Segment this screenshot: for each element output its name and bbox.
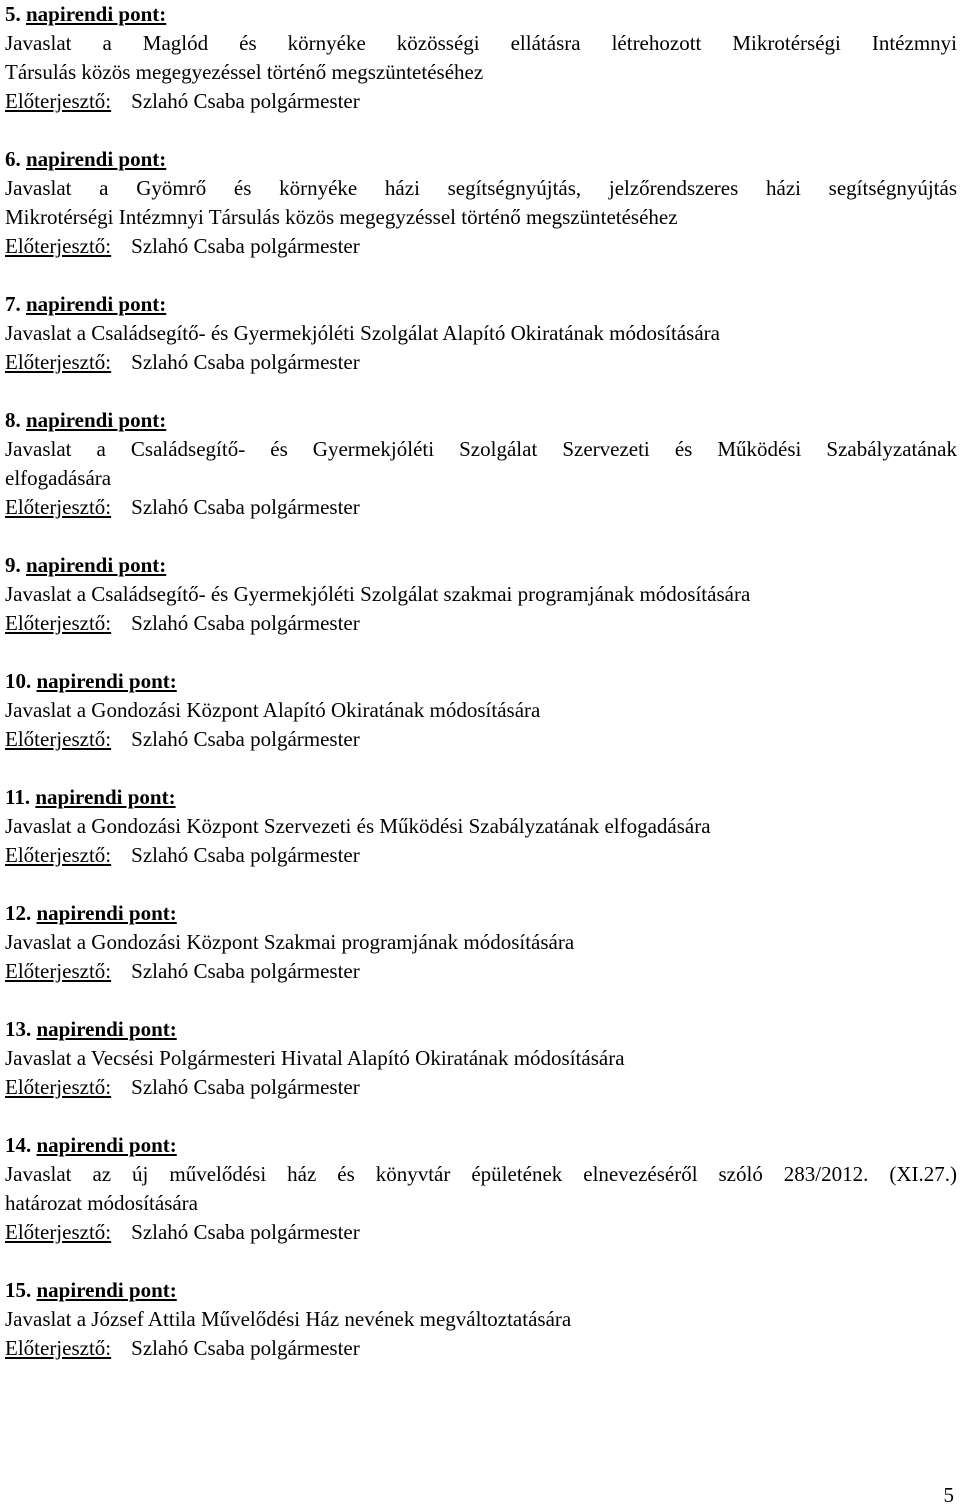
agenda-item	[5, 145, 957, 261]
agenda-item-description-line: Javaslat a Családsegítő- és Gyermekjóléti Szolgálat Alapító Okiratának módosítására	[5, 321, 720, 345]
agenda-item-heading	[5, 290, 957, 319]
agenda-item-number: 11.	[5, 785, 31, 809]
agenda-item	[5, 290, 957, 377]
presenter-label: Előterjesztő:	[5, 1075, 112, 1099]
agenda-item-heading	[5, 1131, 957, 1160]
agenda-item-label: napirendi pont:	[26, 147, 167, 171]
agenda-item-description-line: elfogadására	[5, 466, 112, 490]
agenda-item-presenter	[5, 493, 957, 522]
agenda-item-description-line: Mikrotérségi Intézmnyi Társulás közös megegyzéssel történő megszüntetéséhez	[5, 205, 678, 229]
agenda-item-presenter	[5, 841, 957, 870]
agenda-item-number: 7.	[5, 292, 21, 316]
agenda-item-presenter	[5, 725, 957, 754]
agenda-item-description-line: Javaslat a Gondozási Központ Szakmai programjának módosítására	[5, 930, 575, 954]
agenda-item-description-line: Javaslat a Gondozási Központ Alapító Okiratának módosítására	[5, 698, 541, 722]
agenda-item-number: 9.	[5, 553, 21, 577]
agenda-item-presenter	[5, 1218, 957, 1247]
agenda-item	[5, 1015, 957, 1102]
presenter-label: Előterjesztő:	[5, 234, 112, 258]
agenda-item-heading	[5, 145, 957, 174]
agenda-item-label: napirendi pont:	[36, 1278, 177, 1302]
agenda-item-number: 8.	[5, 408, 21, 432]
agenda-item-label: napirendi pont:	[26, 553, 167, 577]
presenter-label: Előterjesztő:	[5, 1336, 112, 1360]
presenter-name: Szlahó Csaba polgármester	[131, 611, 360, 635]
presenter-name: Szlahó Csaba polgármester	[131, 350, 360, 374]
agenda-items	[5, 0, 957, 1363]
presenter-label: Előterjesztő:	[5, 89, 112, 113]
agenda-item-description-line: Javaslat a Vecsési Polgármesteri Hivatal Alapító Okiratának módosítására	[5, 1046, 625, 1070]
agenda-item	[5, 1131, 957, 1247]
agenda-item-presenter	[5, 232, 957, 261]
presenter-name: Szlahó Csaba polgármester	[131, 959, 360, 983]
agenda-item-number: 6.	[5, 147, 21, 171]
agenda-item-heading	[5, 899, 957, 928]
presenter-name: Szlahó Csaba polgármester	[131, 727, 360, 751]
agenda-item	[5, 406, 957, 522]
presenter-label: Előterjesztő:	[5, 843, 112, 867]
agenda-item-label: napirendi pont:	[36, 901, 177, 925]
agenda-item	[5, 783, 957, 870]
agenda-item-description-line: Javaslat a Maglód és környéke közösségi ellátásra létrehozott Mikrotérségi Intézmnyi	[5, 31, 957, 55]
agenda-item-label: napirendi pont:	[26, 292, 167, 316]
agenda-list	[5, 0, 957, 1363]
agenda-item-heading	[5, 783, 957, 812]
agenda-item-heading	[5, 1276, 957, 1305]
presenter-name: Szlahó Csaba polgármester	[131, 1336, 360, 1360]
agenda-item-heading	[5, 406, 957, 435]
agenda-item-number: 10.	[5, 669, 32, 693]
agenda-item-label: napirendi pont:	[35, 785, 176, 809]
agenda-item	[5, 899, 957, 986]
agenda-item-description-line: Javaslat a Családsegítő- és Gyermekjóléti Szolgálat Szervezeti és Működési Szabályzatának	[5, 437, 957, 461]
agenda-item-number: 12.	[5, 901, 32, 925]
presenter-name: Szlahó Csaba polgármester	[131, 234, 360, 258]
agenda-item-presenter	[5, 87, 957, 116]
agenda-item-presenter	[5, 1073, 957, 1102]
presenter-label: Előterjesztő:	[5, 350, 112, 374]
agenda-item-label: napirendi pont:	[36, 1017, 177, 1041]
agenda-item-description-line: Javaslat a Családsegítő- és Gyermekjóléti Szolgálat szakmai programjának módosítására	[5, 582, 751, 606]
agenda-item-presenter	[5, 957, 957, 986]
presenter-label: Előterjesztő:	[5, 611, 112, 635]
agenda-item-presenter	[5, 348, 957, 377]
agenda-item-description-line: határozat módosítására	[5, 1191, 198, 1215]
agenda-item	[5, 667, 957, 754]
presenter-name: Szlahó Csaba polgármester	[131, 89, 360, 113]
agenda-item-presenter	[5, 609, 957, 638]
agenda-item-description-line: Javaslat a Gondozási Központ Szervezeti és Működési Szabályzatának elfogadására	[5, 814, 711, 838]
agenda-item-description-line: Társulás közös megegyezéssel történő megszüntetéséhez	[5, 60, 484, 84]
presenter-label: Előterjesztő:	[5, 1220, 112, 1244]
agenda-item-heading	[5, 551, 957, 580]
agenda-item-description-line: Javaslat a Gyömrő és környéke házi segítségnyújtás, jelzőrendszeres házi segítségnyújtás	[5, 176, 957, 200]
agenda-item-number: 14.	[5, 1133, 32, 1157]
presenter-label: Előterjesztő:	[5, 495, 112, 519]
agenda-item-number: 13.	[5, 1017, 32, 1041]
agenda-item	[5, 551, 957, 638]
presenter-name: Szlahó Csaba polgármester	[131, 843, 360, 867]
page-number: 5	[943, 1483, 954, 1507]
agenda-item-label: napirendi pont:	[36, 1133, 177, 1157]
presenter-label: Előterjesztő:	[5, 959, 112, 983]
presenter-label: Előterjesztő:	[5, 727, 112, 751]
presenter-name: Szlahó Csaba polgármester	[131, 495, 360, 519]
presenter-name: Szlahó Csaba polgármester	[131, 1220, 360, 1244]
agenda-item-label: napirendi pont:	[36, 669, 177, 693]
agenda-item	[5, 1276, 957, 1363]
agenda-item-heading	[5, 0, 957, 29]
agenda-item-label: napirendi pont:	[26, 408, 167, 432]
agenda-item-heading	[5, 1015, 957, 1044]
agenda-item-number: 15.	[5, 1278, 32, 1302]
agenda-item-description-line: Javaslat a József Attila Művelődési Ház nevének megváltoztatására	[5, 1307, 572, 1331]
agenda-item-number: 5.	[5, 2, 21, 26]
agenda-item-label: napirendi pont:	[26, 2, 167, 26]
agenda-item-presenter	[5, 1334, 957, 1363]
agenda-item-description-line: Javaslat az új művelődési ház és könyvtár épületének elnevezéséről szóló 283/2012. (XI.27.)	[5, 1162, 957, 1186]
presenter-name: Szlahó Csaba polgármester	[131, 1075, 360, 1099]
agenda-item	[5, 0, 957, 116]
agenda-item-heading	[5, 667, 957, 696]
